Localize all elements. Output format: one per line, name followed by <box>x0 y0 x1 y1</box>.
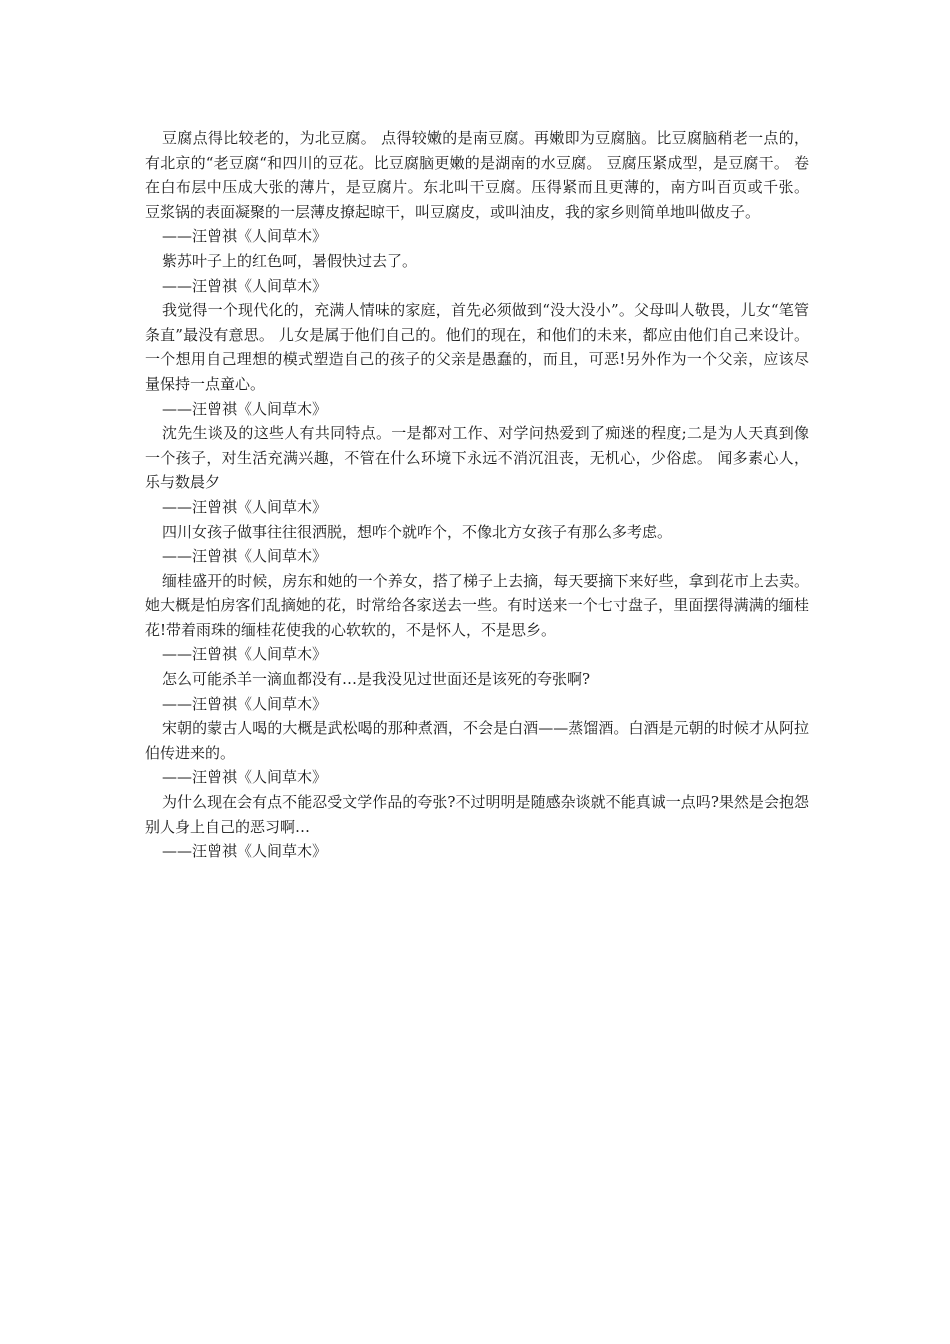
quote-paragraph: 宋朝的蒙古人喝的大概是武松喝的那种煮酒，不会是白酒——蒸馏酒。白酒是元朝的时候才从阿拉伯传进来的。 <box>145 719 809 762</box>
quote-source: ——汪曾祺《人间草木》 <box>162 497 328 516</box>
quote-source: ——汪曾祺《人间草木》 <box>162 547 328 566</box>
quote-paragraph: 我觉得一个现代化的，充满人情味的家庭，首先必须做到“没大没小”。父母叫人敬畏，儿女“笔管条直”最没有意思。 儿女是属于他们自己的。他们的现在，和他们的未来，都应由他们自己来设计。一个想用自己理想的模式塑造自己的孩子的父亲是愚蠢的，而且，可恶!另外作为一个父亲，应该尽量保持一点童心。 <box>145 301 809 393</box>
quote-paragraph: 为什么现在会有点不能忍受文学作品的夸张?不过明明是随感杂谈就不能真诚一点吗?果然是会抱怨别人身上自己的恶习啊… <box>145 793 809 836</box>
quote-paragraph: 紫苏叶子上的红色呵，暑假快过去了。 <box>162 251 418 270</box>
quote-paragraph: 沈先生谈及的这些人有共同特点。一是都对工作、对学问热爱到了痴迷的程度;二是为人天真到像一个孩子，对生活充满兴趣，不管在什么环境下永远不消沉沮丧，无机心，少俗虑。 闻多素心人，乐与数晨夕 <box>145 424 809 492</box>
quote-source: ——汪曾祺《人间草木》 <box>162 227 328 246</box>
quote-source: ——汪曾祺《人间草木》 <box>162 694 328 713</box>
quote-source: ——汪曾祺《人间草木》 <box>162 645 328 664</box>
quote-paragraph: 怎么可能杀羊一滴血都没有…是我没见过世面还是该死的夸张啊? <box>162 670 591 689</box>
quote-source: ——汪曾祺《人间草木》 <box>162 276 328 295</box>
quote-source: ——汪曾祺《人间草木》 <box>162 842 328 861</box>
quote-paragraph: 四川女孩子做事往往很洒脱，想咋个就咋个，不像北方女孩子有那么多考虑。 <box>162 522 673 541</box>
quote-paragraph: 豆腐点得比较老的，为北豆腐。 点得较嫩的是南豆腐。再嫩即为豆腐脑。比豆腐脑稍老一点的，有北京的“老豆腐“和四川的豆花。比豆腐脑更嫩的是湖南的水豆腐。 豆腐压紧成型，是豆腐干。 卷在白布层中压成大张的薄片，是豆腐片。东北叫干豆腐。压得紧而且更薄的，南方叫百页或千张。 豆浆锅的表面凝聚的一层薄皮撩起晾干，叫豆腐皮，或叫油皮，我的家乡则简单地叫做皮子。 <box>145 129 809 221</box>
document-body <box>145 126 809 864</box>
quote-source: ——汪曾祺《人间草木》 <box>162 768 328 787</box>
quote-source: ——汪曾祺《人间草木》 <box>162 399 328 418</box>
quote-paragraph: 缅桂盛开的时候，房东和她的一个养女，搭了梯子上去摘，每天要摘下来好些，拿到花市上去卖。她大概是怕房客们乱摘她的花，时常给各家送去一些。有时送来一个七寸盘子，里面摆得满满的缅桂花!带着雨珠的缅桂花使我的心软软的，不是怀人，不是思乡。 <box>145 571 809 639</box>
